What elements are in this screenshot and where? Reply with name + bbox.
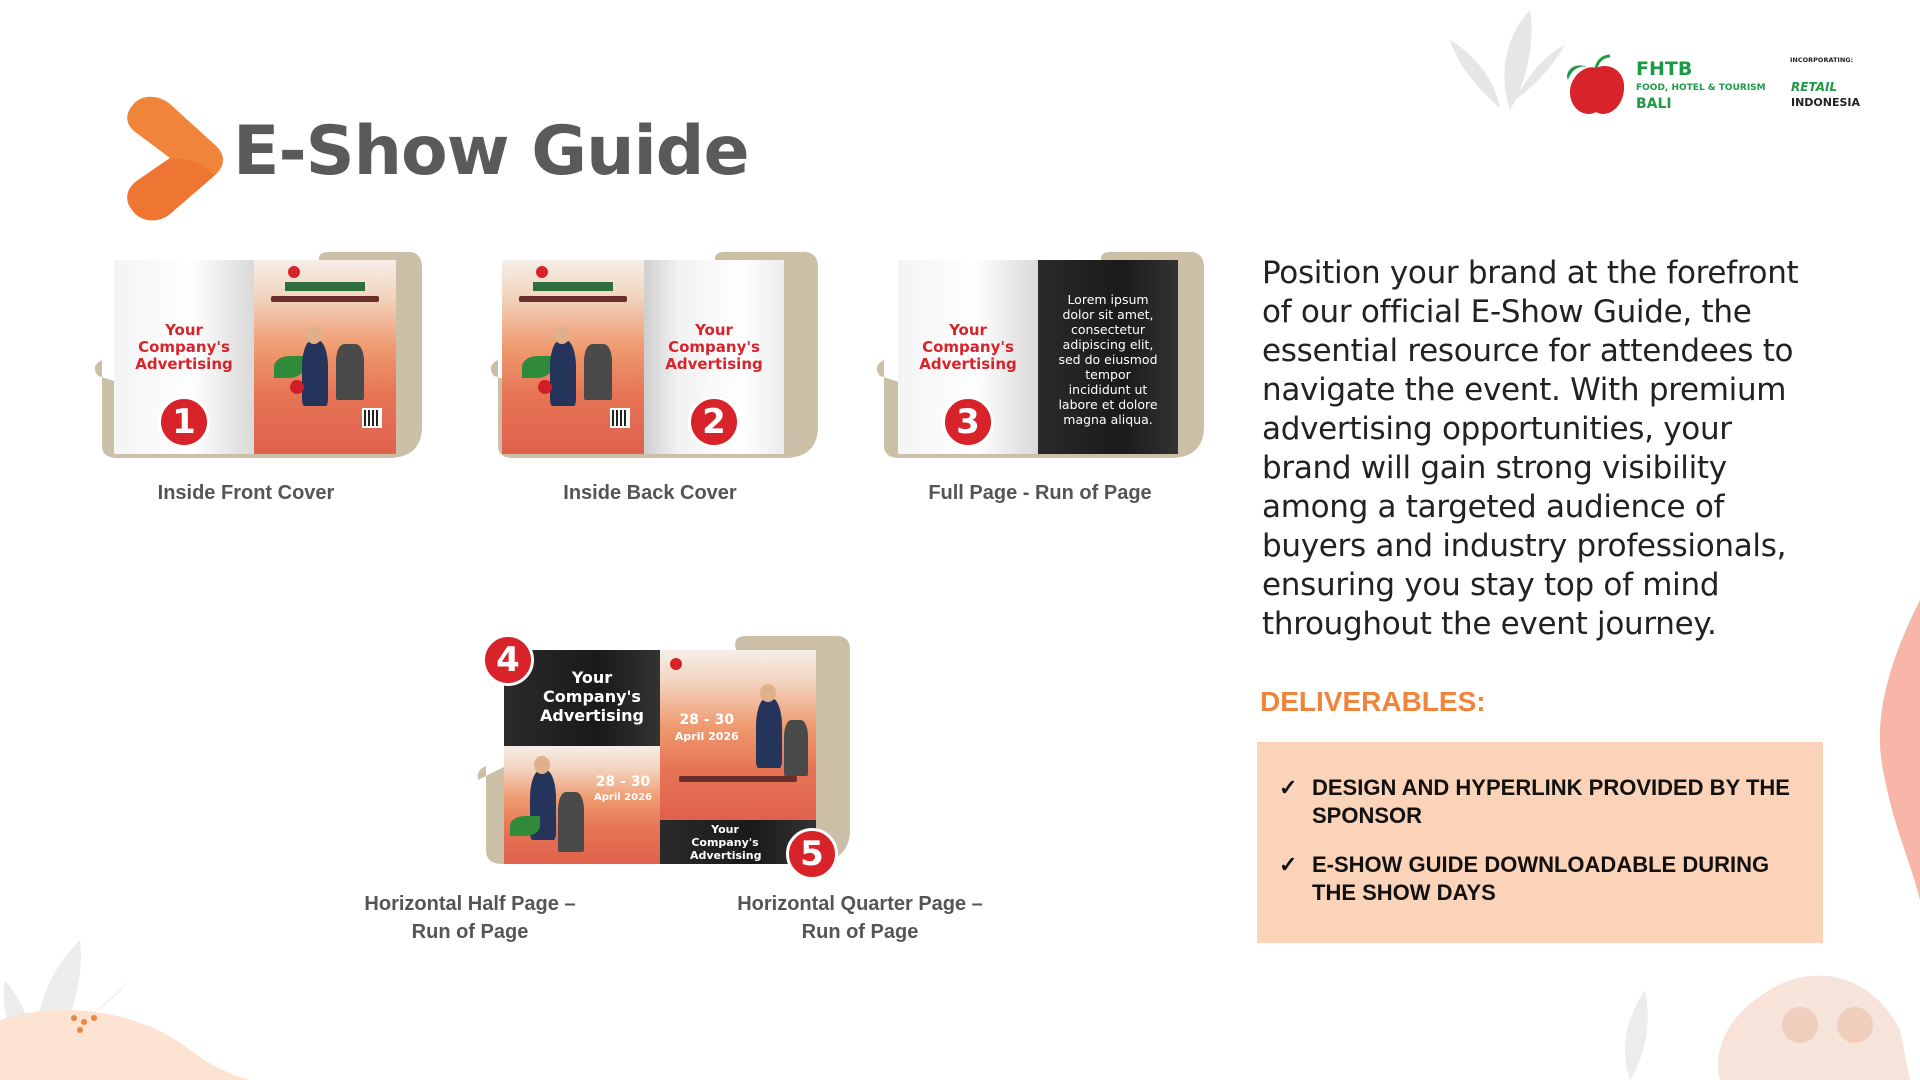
mockup-inside-back-cover <box>484 246 824 466</box>
poster-leaf <box>510 816 540 836</box>
mockup-inside-front-cover <box>88 246 428 466</box>
right-page <box>644 260 784 454</box>
half-page-poster <box>504 746 660 864</box>
poster-person <box>756 698 782 768</box>
deliverable-item <box>1279 851 1792 907</box>
poster-statue <box>558 792 584 852</box>
poster-leaf <box>274 356 304 378</box>
poster-qr-code <box>610 408 630 428</box>
poster-date-band <box>285 282 365 291</box>
fhtb-logo <box>1560 54 1770 120</box>
poster-headline-band <box>519 296 627 302</box>
half-poster-dates: 28 - 30 <box>595 774 651 790</box>
retail-logo-line2: INDONESIA <box>1791 96 1861 109</box>
deliverable-item-text: DESIGN AND HYPERLINK PROVIDED BY THE SPONSOR <box>1312 775 1790 828</box>
ad-placeholder-text: Your Company's Advertising <box>665 321 763 373</box>
option-number-badge: 3 <box>942 396 994 448</box>
orange-blob-bottom-left <box>0 1000 260 1080</box>
poster-person <box>550 340 576 406</box>
left-page <box>898 260 1038 454</box>
half-page-ad-text: Your Company's Advertising <box>540 668 644 725</box>
poster-leaf <box>522 356 552 378</box>
fhtb-logo-title: FHTB <box>1636 58 1693 80</box>
checkmark-icon: ✓ <box>1279 775 1298 800</box>
option-number-badge-4: 4 <box>482 634 534 686</box>
half-poster-month: April 2026 <box>594 792 652 803</box>
ad-placeholder-text: Your Company's Advertising <box>135 321 233 373</box>
leaf-decoration-top <box>1440 0 1570 120</box>
quarter-page-ad-text: Your Company's Advertising <box>690 823 762 862</box>
spread-right-page <box>660 650 816 864</box>
poster-apple-icon <box>288 266 300 278</box>
poster-headline-band <box>679 776 798 782</box>
poster-person <box>302 340 328 406</box>
option-number-badge-5: 5 <box>786 828 838 880</box>
caption-inside-back-cover: Inside Back Cover <box>563 482 737 504</box>
deliverables-box <box>1257 742 1823 943</box>
poster-face <box>306 326 322 344</box>
poster-apple-icon <box>670 658 682 670</box>
left-page <box>114 260 254 454</box>
fhtb-logo-city: BALI <box>1636 96 1672 112</box>
quarter-poster-month: April 2026 <box>674 730 739 743</box>
poster-face <box>534 756 550 774</box>
quarter-page-poster <box>660 650 816 820</box>
page-title: E-Show Guide <box>233 112 749 191</box>
deliverable-item-text: E-SHOW GUIDE DOWNLOADABLE DURING THE SHOW DAYS <box>1312 852 1770 905</box>
poster-apple-icon <box>536 266 548 278</box>
mask-decoration-bottom-right <box>1600 940 1920 1080</box>
poster-date-band <box>533 282 613 291</box>
deliverables-heading: DELIVERABLES: <box>1260 686 1486 717</box>
caption-inside-front-cover: Inside Front Cover <box>157 482 335 504</box>
fhtb-logo-subtitle: FOOD, HOTEL & TOURISM <box>1636 83 1766 93</box>
option-number-badge: 1 <box>158 396 210 448</box>
poster-flower <box>538 380 552 394</box>
poster-statue <box>336 344 364 400</box>
retail-logo-line1: RETAIL <box>1791 80 1838 94</box>
poster-face <box>760 684 776 702</box>
poster-headline-band <box>271 296 379 302</box>
mockup-full-page <box>870 246 1210 466</box>
incorporating-label: INCORPORATING: <box>1790 56 1854 64</box>
caption-horizontal-quarter-page: Horizontal Quarter Page – Run of Page <box>737 893 983 943</box>
retail-indonesia-logo <box>1790 56 1862 116</box>
apple-icon <box>1560 54 1630 120</box>
description-paragraph: Position your brand at the forefront of our official E-Show Guide, the essential resource for attendees to navigate the event. With premium advertising opportunities, your brand will gain strong visibility among a targeted audience of buyers and industry professionals, ensuring you stay top of mind throughout the event journey. <box>1262 255 1799 642</box>
checkmark-icon: ✓ <box>1279 852 1298 877</box>
caption-full-page: Full Page - Run of Page <box>928 482 1152 504</box>
quarter-poster-dates: 28 - 30 <box>679 712 735 728</box>
title-chevron-logo <box>118 92 228 224</box>
deliverable-item <box>1279 774 1792 830</box>
poster-statue <box>784 720 808 776</box>
poster-qr-code <box>362 408 382 428</box>
option-number-badge: 2 <box>688 396 740 448</box>
poster-face <box>554 326 570 344</box>
caption-horizontal-half-page: Horizontal Half Page – Run of Page <box>364 893 576 943</box>
poster-statue <box>584 344 612 400</box>
right-page-poster <box>254 260 396 454</box>
mockup-half-quarter-spread <box>476 630 856 874</box>
right-page-dark <box>1038 260 1178 454</box>
ad-placeholder-text: Your Company's Advertising <box>919 321 1017 373</box>
poster-flower <box>290 380 304 394</box>
lorem-ipsum-text: Lorem ipsum dolor sit amet, consectetur adipiscing elit, sed do eiusmod tempor incididunt ut labore et dolore magna aliqua. <box>1058 292 1158 427</box>
left-page-poster <box>502 260 644 454</box>
spread-left-page <box>496 640 660 864</box>
